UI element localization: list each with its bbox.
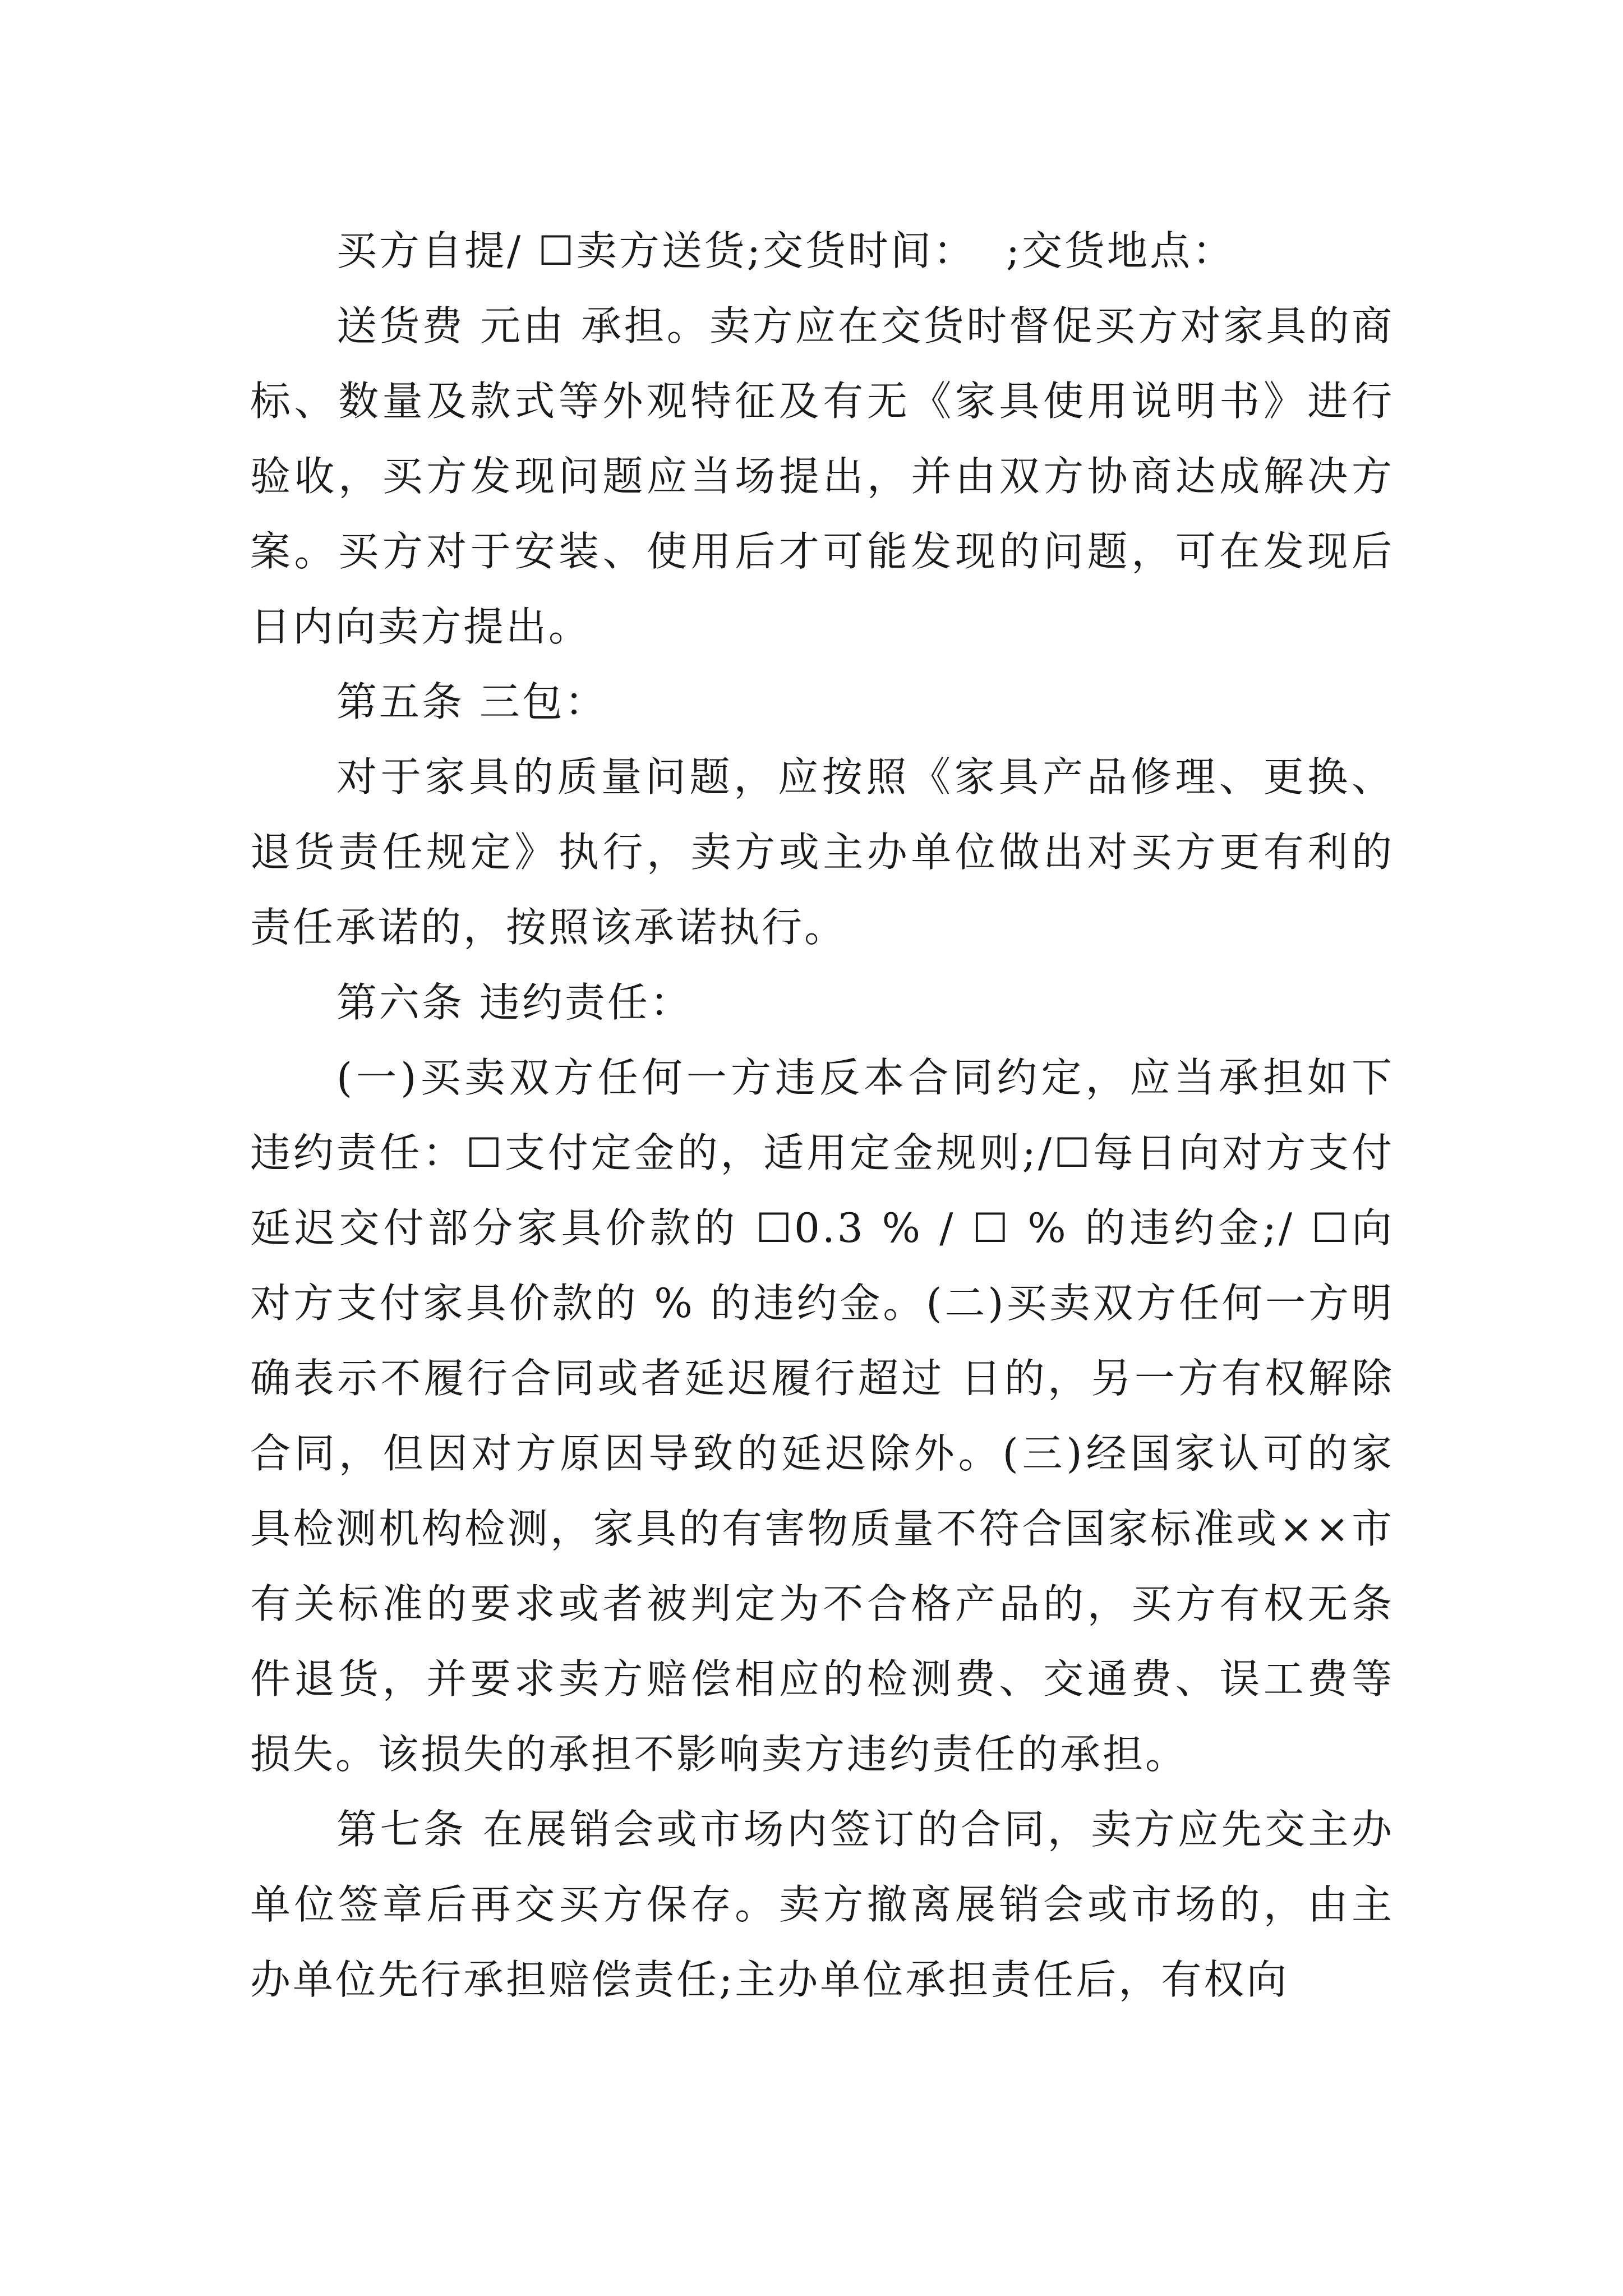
delivery-fee-paragraph: 送货费 元由 承担。卖方应在交货时督促买方对家具的商标、数量及款式等外观特征及有无《家具使用说明书》进行验收，买方发现问题应当场提出，并由双方协商达成解决方案。买方对于安装、使用后才可能发现的问题，可在发现后 日内向卖方提出。 [250,302,1409,650]
document-body [250,213,1409,2017]
article-5-heading: 第五条 三包： [336,678,607,725]
article-7-paragraph: 第七条 在展销会或市场内签订的合同，卖方应先交主办单位签章后再交买方保存。卖方撤离展销会或市场的，由主办单位先行承担赔偿责任;主办单位承担责任后，有权向 [250,1806,1394,2003]
delivery-method-paragraph: 买方自提/ ☐卖方送货;交货时间： ;交货地点： [336,227,1235,274]
article-6-heading: 第六条 违约责任： [336,979,693,1026]
liability-paragraph: (一)买卖双方任何一方违反本合同约定，应当承担如下违约责任：☐支付定金的，适用定金规则;/☐每日向对方支付延迟交付部分家具价款的 ☐0.3 % / ☐ % 的违约金;/ ☐向对方支付家具价款的 % 的违约金。(二)买卖双方任何一方明确表示不履行合同或者延迟履行超过 日的，另一方有权解除合同，但因对方原因导致的延迟除外。(三)经国家认可的家具检测机构检测，家具的有害物质量不符合国家标准或××市有关标准的要求或者被判定为不合格产品的，买方有权无条件退货，并要求卖方赔偿相应的检测费、交通费、误工费等损失。该损失的承担不影响卖方违约责任的承担。 [250,1054,1394,1778]
warranty-paragraph: 对于家具的质量问题，应按照《家具产品修理、更换、退货责任规定》执行，卖方或主办单位做出对买方更有利的责任承诺的，按照该承诺执行。 [250,753,1394,951]
